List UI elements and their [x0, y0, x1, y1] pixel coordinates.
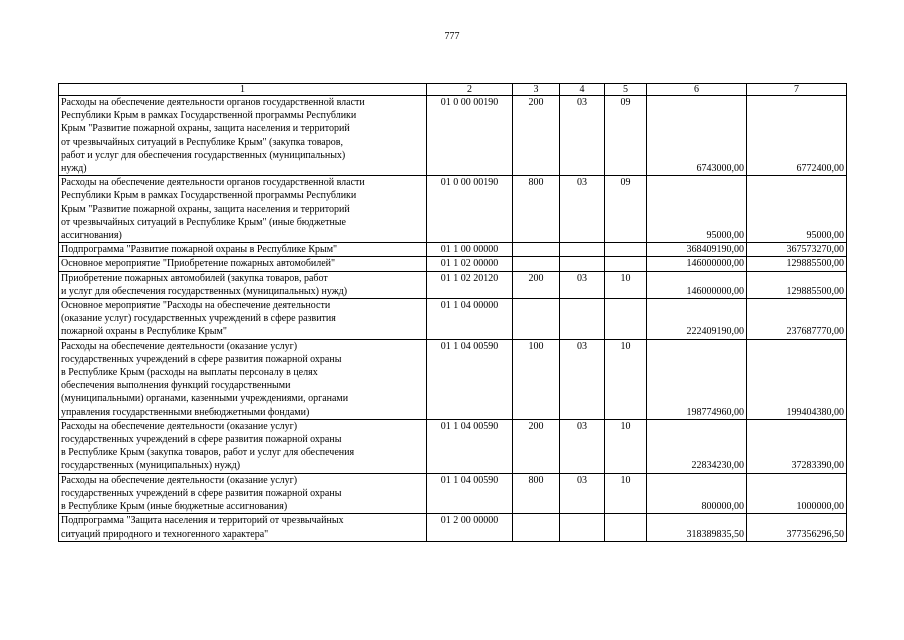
table-row	[59, 176, 847, 243]
budget-table	[58, 83, 847, 542]
row-description	[59, 96, 427, 176]
description-line: (оказание услуг) государственных учреждений в сфере развития	[61, 313, 336, 325]
description-line: Приобретение пожарных автомобилей (закупка товаров, работ	[61, 272, 328, 284]
description-line: Расходы на обеспечение деятельности (оказание услуг)	[61, 474, 298, 486]
amount-year-1: 22834230,00	[647, 419, 747, 473]
description-line: (муниципальными) органами, казенными учреждениями, органами	[61, 393, 349, 405]
expense-type	[513, 514, 560, 541]
description-line: в Республике Крым (расходы на выплаты персоналу в целях	[61, 367, 318, 379]
description-line: от чрезвычайных ситуаций в Республике Крым" (иные бюджетные	[61, 216, 346, 228]
expense-type	[513, 257, 560, 271]
amount-year-1: 6743000,00	[647, 96, 747, 176]
table-row	[59, 419, 847, 473]
table-row	[59, 299, 847, 340]
amount-year-1: 198774960,00	[647, 339, 747, 419]
amount-year-2: 199404380,00	[747, 339, 847, 419]
description-line: государственных (муниципальных) нужд)	[61, 460, 241, 472]
amount-year-1: 800000,00	[647, 473, 747, 514]
amount-year-2: 237687770,00	[747, 299, 847, 340]
amount-year-2: 37283390,00	[747, 419, 847, 473]
target-code: 01 2 00 00000	[427, 514, 513, 541]
section: 03	[560, 419, 605, 473]
subsection	[605, 257, 647, 271]
row-description	[59, 243, 427, 257]
description-line: государственных учреждений в сфере развития пожарной охраны	[61, 487, 342, 499]
row-description	[59, 419, 427, 473]
column-header: 5	[605, 84, 647, 96]
amount-year-2: 6772400,00	[747, 96, 847, 176]
amount-year-1: 222409190,00	[647, 299, 747, 340]
subsection	[605, 514, 647, 541]
target-code: 01 1 02 20120	[427, 271, 513, 298]
column-header: 6	[647, 84, 747, 96]
expense-type: 200	[513, 96, 560, 176]
expense-type: 200	[513, 419, 560, 473]
amount-year-1: 318389835,50	[647, 514, 747, 541]
subsection: 10	[605, 271, 647, 298]
description-line: от чрезвычайных ситуаций в Республике Крым" (закупка товаров,	[61, 136, 343, 148]
subsection: 09	[605, 176, 647, 243]
amount-year-2: 377356296,50	[747, 514, 847, 541]
table-row	[59, 271, 847, 298]
amount-year-2: 129885500,00	[747, 257, 847, 271]
row-description	[59, 257, 427, 271]
target-code: 01 0 00 00190	[427, 176, 513, 243]
subsection: 10	[605, 339, 647, 419]
subsection	[605, 243, 647, 257]
expense-type	[513, 299, 560, 340]
row-description	[59, 514, 427, 541]
column-header: 2	[427, 84, 513, 96]
amount-year-1: 95000,00	[647, 176, 747, 243]
section: 03	[560, 339, 605, 419]
target-code: 01 0 00 00190	[427, 96, 513, 176]
description-line: Основное мероприятие "Приобретение пожарных автомобилей"	[61, 258, 336, 270]
subsection	[605, 299, 647, 340]
expense-type: 800	[513, 176, 560, 243]
target-code: 01 1 04 00590	[427, 339, 513, 419]
description-line: Расходы на обеспечение деятельности органов государственной власти	[61, 177, 365, 189]
table-row	[59, 243, 847, 257]
row-description	[59, 299, 427, 340]
description-line: Крым "Развитие пожарной охраны, защита населения и территорий	[61, 203, 350, 215]
section: 03	[560, 96, 605, 176]
table-row	[59, 514, 847, 541]
amount-year-1: 146000000,00	[647, 257, 747, 271]
description-line: управления государственными внебюджетными фондами)	[61, 406, 310, 418]
section	[560, 257, 605, 271]
description-line: в Республике Крым (закупка товаров, работ и услуг для обеспечения	[61, 447, 355, 459]
amount-year-2: 95000,00	[747, 176, 847, 243]
column-header: 1	[59, 84, 427, 96]
column-header: 3	[513, 84, 560, 96]
section	[560, 243, 605, 257]
section: 03	[560, 176, 605, 243]
table-row	[59, 339, 847, 419]
description-line: Расходы на обеспечение деятельности органов государственной власти	[61, 97, 365, 108]
description-line: ассигнования)	[61, 230, 122, 242]
expense-type: 800	[513, 473, 560, 514]
description-line: нужд)	[61, 163, 87, 175]
table-row	[59, 473, 847, 514]
description-line: Расходы на обеспечение деятельности (оказание услуг)	[61, 340, 298, 352]
description-line: обеспечения выполнения функций государственными	[61, 380, 291, 392]
expense-type	[513, 243, 560, 257]
amount-year-1: 146000000,00	[647, 271, 747, 298]
row-description	[59, 271, 427, 298]
description-line: Расходы на обеспечение деятельности (оказание услуг)	[61, 420, 298, 432]
description-line: Крым "Развитие пожарной охраны, защита населения и территорий	[61, 123, 350, 135]
description-line: ситуаций природного и техногенного характера"	[61, 528, 269, 540]
expense-type: 200	[513, 271, 560, 298]
amount-year-2: 1000000,00	[747, 473, 847, 514]
table-row	[59, 96, 847, 176]
amount-year-2: 367573270,00	[747, 243, 847, 257]
section	[560, 514, 605, 541]
subsection: 09	[605, 96, 647, 176]
row-description	[59, 339, 427, 419]
description-line: Основное мероприятие "Расходы на обеспечение деятельности	[61, 300, 331, 312]
subsection: 10	[605, 473, 647, 514]
column-header: 7	[747, 84, 847, 96]
description-line: работ и услуг для обеспечения государственных (муниципальных)	[61, 149, 346, 161]
description-line: Подпрограмма "Развитие пожарной охраны в Республике Крым"	[61, 244, 338, 256]
amount-year-1: 368409190,00	[647, 243, 747, 257]
description-line: Республики Крым в рамках Государственной программы Республики	[61, 190, 357, 202]
target-code: 01 1 04 00000	[427, 299, 513, 340]
row-description	[59, 176, 427, 243]
section: 03	[560, 271, 605, 298]
page-number: 777	[444, 31, 460, 42]
expense-type: 100	[513, 339, 560, 419]
target-code: 01 1 04 00590	[427, 473, 513, 514]
section: 03	[560, 473, 605, 514]
description-line: государственных учреждений в сфере развития пожарной охраны	[61, 353, 342, 365]
table-header-row	[59, 84, 847, 96]
amount-year-2: 129885500,00	[747, 271, 847, 298]
table-row	[59, 257, 847, 271]
target-code: 01 1 02 00000	[427, 257, 513, 271]
description-line: пожарной охраны в Республике Крым"	[61, 326, 227, 338]
row-description	[59, 473, 427, 514]
section	[560, 299, 605, 340]
description-line: в Республике Крым (иные бюджетные ассигнования)	[61, 501, 288, 513]
target-code: 01 1 04 00590	[427, 419, 513, 473]
description-line: государственных учреждений в сфере развития пожарной охраны	[61, 434, 342, 446]
target-code: 01 1 00 00000	[427, 243, 513, 257]
column-header: 4	[560, 84, 605, 96]
description-line: и услуг для обеспечения государственных (муниципальных) нужд)	[61, 285, 348, 297]
description-line: Подпрограмма "Защита населения и территорий от чрезвычайных	[61, 515, 344, 527]
description-line: Республики Крым в рамках Государственной программы Республики	[61, 110, 357, 122]
subsection: 10	[605, 419, 647, 473]
